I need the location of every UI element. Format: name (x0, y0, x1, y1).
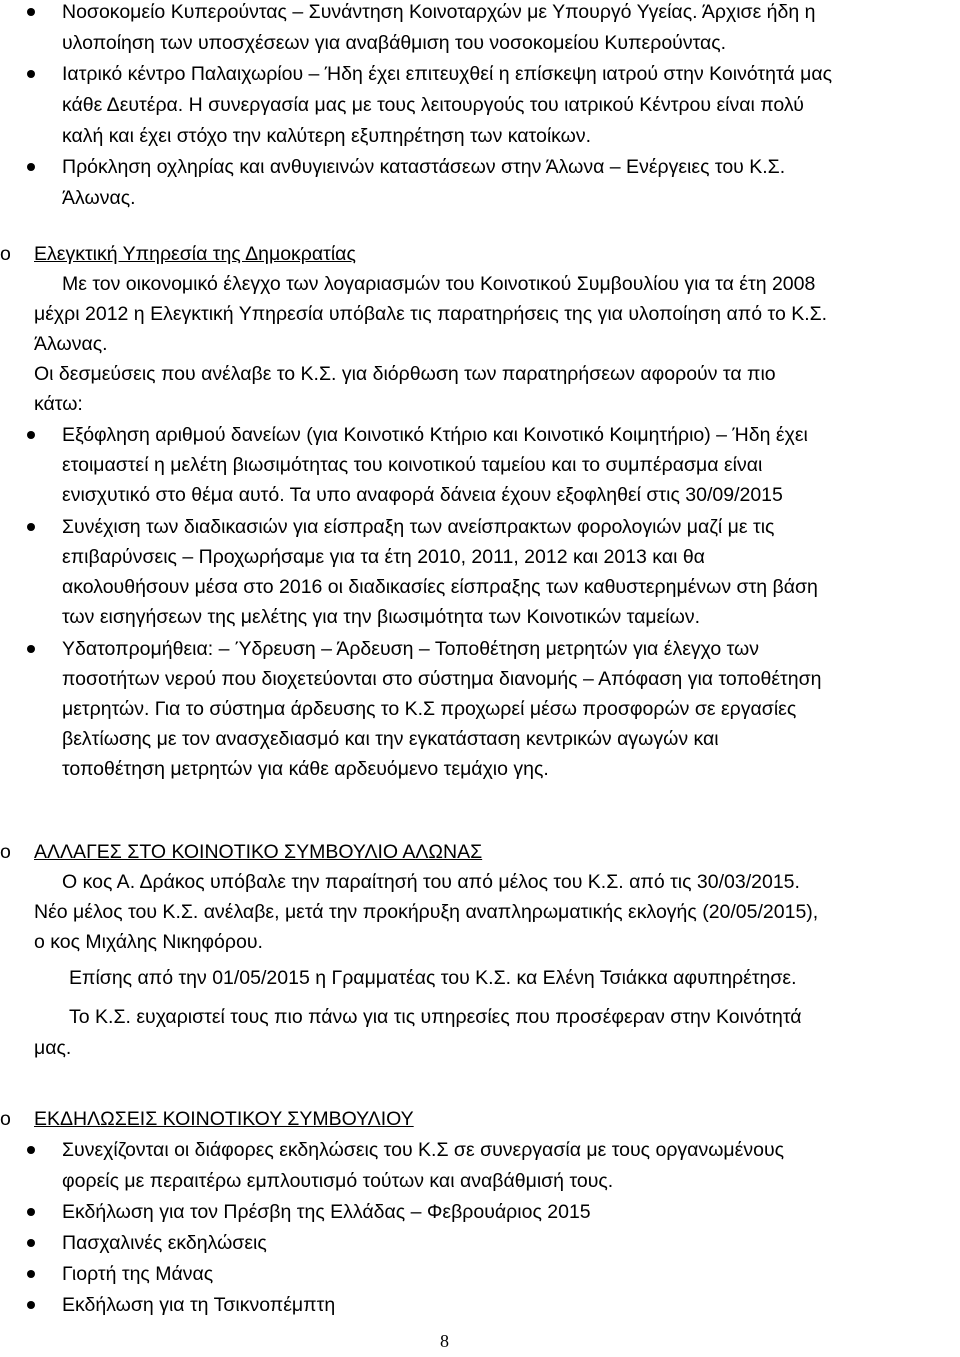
bullet-icon (27, 431, 35, 439)
section-heading: ΕΚΔΗΛΩΣΕΙΣ ΚΟΙΝΟΤΙΚΟΥ ΣΥΜΒΟΥΛΙΟΥ (34, 1108, 414, 1130)
bullet-icon (27, 70, 35, 78)
bullet-icon (27, 1239, 35, 1247)
section-marker: o (0, 841, 11, 863)
text-line: Πασχαλινές εκδηλώσεις (62, 1232, 267, 1254)
text-line: των εισηγήσεων της μελέτης για την βιωσιμότητα των Κοινοτικών ταμείων. (62, 606, 701, 628)
text-line: ετοιμαστεί η μελέτη βιωσιμότητας του κοινοτικού ταμείου και το συμπέρασμα είναι (62, 454, 763, 476)
text-line: Πρόκληση οχληρίας και ανθυγιεινών καταστάσεων στην Άλωνα – Ενέργειες του Κ.Σ. (62, 156, 786, 178)
section-marker: o (0, 243, 11, 265)
text-line: Με τον οικονομικό έλεγχο των λογαριασμών του Κοινοτικού Συμβουλίου για τα έτη 2008 (62, 273, 816, 295)
section-heading: Ελεγκτική Υπηρεσία της Δημοκρατίας (34, 243, 356, 265)
text-line: κάθε Δευτέρα. Η συνεργασία μας με τους λειτουργούς του ιατρικού Κέντρου είναι πολύ (62, 94, 804, 116)
text-line: καλή και έχει στόχο την καλύτερη εξυπηρέτηση των κατοίκων. (62, 125, 592, 147)
text-line: ενισχυτικό στο θέμα αυτό. Τα υπο αναφορά δάνεια έχουν εξοφληθεί στις 30/09/2015 (62, 484, 783, 506)
text-line: Νέο μέλος του Κ.Σ. ανέλαβε, μετά την προκήρυξη αναπληρωματικής εκλογής (20/05/2015), (34, 901, 819, 923)
bullet-icon (27, 1146, 35, 1154)
text-line: επιβαρύνσεις – Προχωρήσαμε για τα έτη 2010, 2011, 2012 και 2013 και θα (62, 546, 705, 568)
bullet-icon (27, 8, 35, 16)
text-line: Το Κ.Σ. ευχαριστεί τους πιο πάνω για τις υπηρεσίες που προσέφεραν στην Κοινότητά (69, 1006, 802, 1028)
text-line: ο κος Μιχάλης Νικηφόρου. (34, 931, 263, 953)
text-line: Επίσης από την 01/05/2015 η Γραμματέας του Κ.Σ. κα Ελένη Τσιάκκα αφυπηρέτησε. (69, 967, 797, 989)
text-line: Οι δεσμεύσεις που ανέλαβε το Κ.Σ. για διόρθωση των παρατηρήσεων αφορούν τα πιο (34, 363, 776, 385)
text-line: μέχρι 2012 η Ελεγκτική Υπηρεσία υπόβαλε τις παρατηρήσεις της για υλοποίηση από το Κ.Σ. (34, 303, 828, 325)
text-line: τοποθέτηση μετρητών για κάθε αρδευόμενο τεμάχιο γης. (62, 758, 549, 780)
text-line: Ιατρικό κέντρο Παλαιχωρίου – Ήδη έχει επιτευχθεί η επίσκεψη ιατρού στην Κοινότητά μας (62, 63, 833, 85)
text-line: υλοποίηση των υποσχέσεων για αναβάθμιση του νοσοκομείου Κυπερούντας. (62, 32, 727, 54)
text-line: Εκδήλωση για τον Πρέσβη της Ελλάδας – Φεβρουάριος 2015 (62, 1201, 591, 1223)
text-line: μας. (34, 1037, 72, 1059)
text-line: Ο κος Α. Δράκος υπόβαλε την παραίτησή του από μέλος του Κ.Σ. από τις 30/03/2015. (62, 871, 800, 893)
text-line: Υδατοπρομήθεια: – Ύδρευση – Άρδευση – Τοποθέτηση μετρητών για έλεγχο των (62, 638, 760, 660)
text-line: Εξόφληση αριθμού δανείων (για Κοινοτικό Κτήριο και Κοινοτικό Κοιμητήριο) – Ήδη έχει (62, 424, 808, 446)
text-line: Άλωνας. (62, 187, 136, 209)
bullet-icon (27, 1301, 35, 1309)
text-line: Νοσοκομείο Κυπερούντας – Συνάντηση Κοινοταρχών με Υπουργό Υγείας. Άρχισε ήδη η (62, 1, 816, 23)
text-line: Συνέχιση των διαδικασιών για είσπραξη των ανείσπρακτων φορολογιών μαζί με τις (62, 516, 775, 538)
text-line: ποσοτήτων νερού που διοχετεύονται στο σύστημα διανομής – Απόφαση για τοποθέτηση (62, 668, 822, 690)
bullet-icon (27, 645, 35, 653)
section-heading: ΑΛΛΑΓΕΣ ΣΤΟ ΚΟΙΝΟΤΙΚΟ ΣΥΜΒΟΥΛΙΟ ΑΛΩΝΑΣ (34, 841, 483, 863)
text-line: Άλωνας. (34, 333, 108, 355)
bullet-icon (27, 1208, 35, 1216)
text-line: ακολουθήσουν μέσα στο 2016 οι διαδικασίες είσπραξης των καθυστερημένων στη βάση (62, 576, 818, 598)
text-line: φορείς με περαιτέρω εμπλουτισμό τούτων και αναβάθμισή τους. (62, 1170, 614, 1192)
text-line: Γιορτή της Μάνας (62, 1263, 214, 1285)
text-line: μετρητών. Για το σύστημα άρδευσης το Κ.Σ προχωρεί μέσω προσφορών σε εργασίες (62, 698, 797, 720)
bullet-icon (27, 1270, 35, 1278)
page-number: 8 (440, 1331, 449, 1351)
text-line: κάτω: (34, 393, 83, 415)
bullet-icon (27, 163, 35, 171)
bullet-icon (27, 523, 35, 531)
text-line: Συνεχίζονται οι διάφορες εκδηλώσεις του Κ.Σ σε συνεργασία με τους οργανωμένους (62, 1139, 785, 1161)
section-marker: o (0, 1108, 11, 1130)
text-line: Εκδήλωση για τη Τσικνοπέμπτη (62, 1294, 336, 1316)
text-line: βελτίωσης με τον ανασχεδιασμό και την εγκατάσταση κεντρικών αγωγών και (62, 728, 719, 750)
